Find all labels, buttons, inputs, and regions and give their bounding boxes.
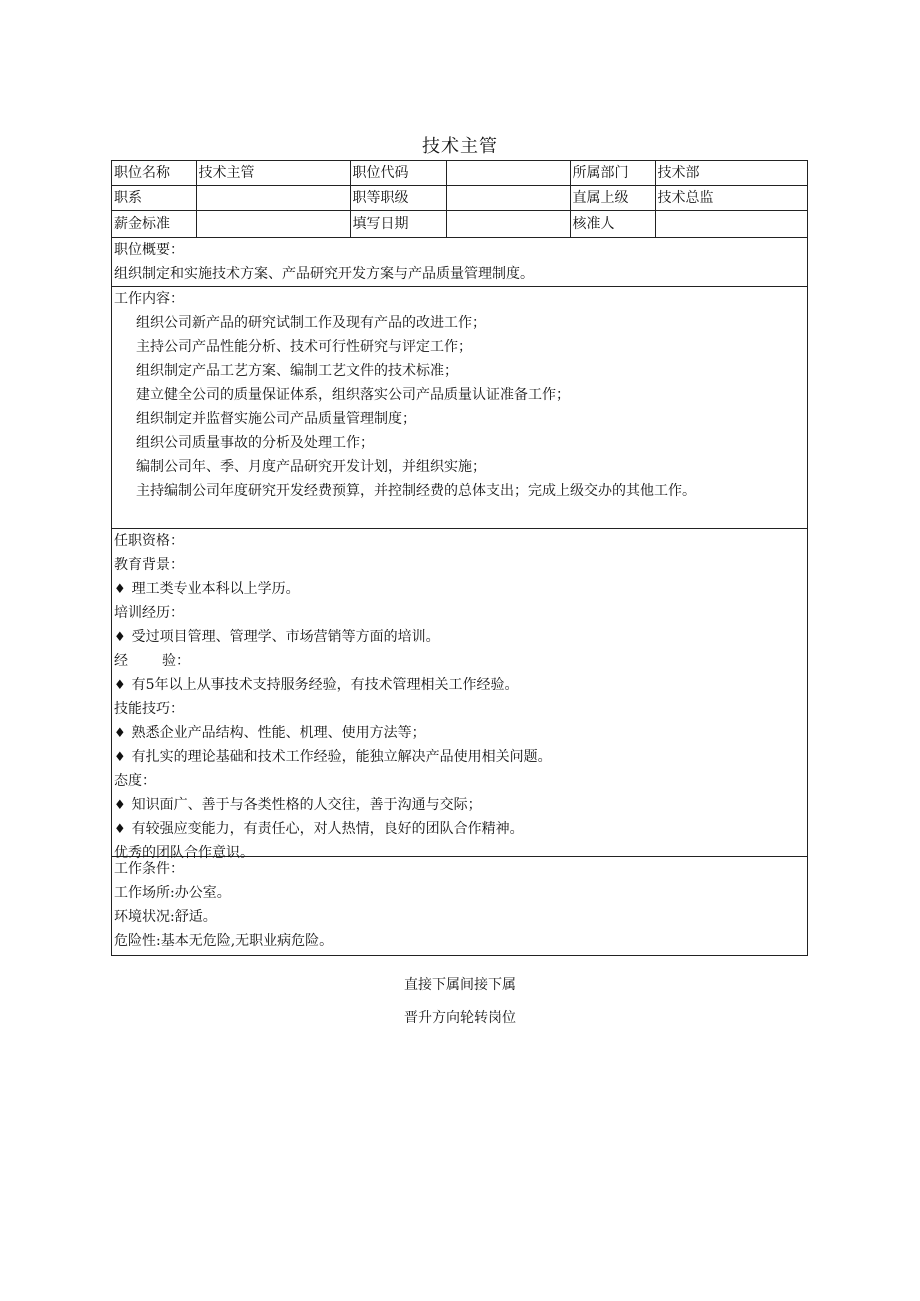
skills-item: ♦ 熟悉企业产品结构、性能、机理、使用方法等； [114,721,807,745]
qualifications-section [112,528,807,861]
qualifications-heading: 任职资格： [114,533,184,549]
work-item: 建立健全公司的质量保证体系，组织落实公司产品质量认证准备工作； [136,387,570,403]
label-approver: 核准人 [570,211,655,238]
label-job-family: 职系 [112,186,196,211]
summary-section [112,238,807,286]
education-item: ♦ 理工类专业本科以上学历。 [114,577,807,601]
work-item: 组织制定并监督实施公司产品质量管理制度； [136,411,416,427]
basic-info-table [112,161,807,238]
conditions-heading: 工作条件： [114,861,184,877]
value-position-code [446,161,570,186]
skills-item: ♦ 有扎实的理论基础和技术工作经验，能独立解决产品使用相关问题。 [114,745,807,769]
label-department: 所属部门 [570,161,655,186]
work-heading: 工作内容： [114,291,184,307]
attitude-label: 态度： [114,773,156,789]
work-item: 组织公司新产品的研究试制工作及现有产品的改进工作； [136,315,486,331]
info-row [112,211,807,238]
conditions-environment: 环境状况:舒适。 [114,909,217,925]
label-position-code: 职位代码 [350,161,446,186]
attitude-item: ♦ 知识面广、善于与各类性格的人交往，善于沟通与交际； [114,793,807,817]
summary-text: 组织制定和实施技术方案、产品研究开发方案与产品质量管理制度。 [114,266,534,282]
experience-label-part: 验： [162,653,190,669]
work-content-section [112,286,807,528]
value-position-name: 技术主管 [196,161,350,186]
summary-heading: 职位概要： [114,242,184,258]
work-item: 组织制定产品工艺方案、编制工艺文件的技术标准； [136,363,458,379]
label-position-name: 职位名称 [112,161,196,186]
value-grade-level [446,186,570,211]
value-job-family [196,186,350,211]
work-conditions-section [112,856,807,955]
value-approver [655,211,807,238]
conditions-danger: 危险性:基本无危险,无职业病危险。 [114,933,334,949]
value-department: 技术部 [655,161,807,186]
attitude-extra: 优秀的团队合作意识。 [114,845,254,861]
attitude-item: ♦ 有较强应变能力，有责任心，对人热情，良好的团队合作精神。 [114,817,807,841]
document-title: 技术主管 [422,136,498,157]
promotion-line: 晋升方向轮转岗位 [404,1010,516,1026]
label-grade-level: 职等职级 [350,186,446,211]
education-label: 教育背景： [114,557,184,573]
value-direct-superior: 技术总监 [655,186,807,211]
work-item: 编制公司年、季、月度产品研究开发计划，并组织实施； [136,459,486,475]
subordinates-line: 直接下属间接下属 [404,977,516,993]
work-item: 主持公司产品性能分析、技术可行性研究与评定工作； [136,339,472,355]
training-item: ♦ 受过项目管理、管理学、市场营销等方面的培训。 [114,625,807,649]
training-label: 培训经历： [114,605,184,621]
skills-label: 技能技巧： [114,701,184,717]
label-direct-superior: 直属上级 [570,186,655,211]
experience-item: ♦ 有5年以上从事技术支持服务经验，有技术管理相关工作经验。 [114,673,807,697]
value-salary-standard [196,211,350,238]
job-description-form [111,160,808,956]
info-row [112,186,807,211]
value-fill-date [446,211,570,238]
experience-label-part: 经 [114,653,128,669]
work-item: 主持编制公司年度研究开发经费预算，并控制经费的总体支出；完成上级交办的其他工作。 [136,483,696,499]
info-row [112,161,807,186]
work-item: 组织公司质量事故的分析及处理工作； [136,435,374,451]
experience-label [114,649,807,673]
label-salary-standard: 薪金标准 [112,211,196,238]
conditions-place: 工作场所:办公室。 [114,885,231,901]
label-fill-date: 填写日期 [350,211,446,238]
